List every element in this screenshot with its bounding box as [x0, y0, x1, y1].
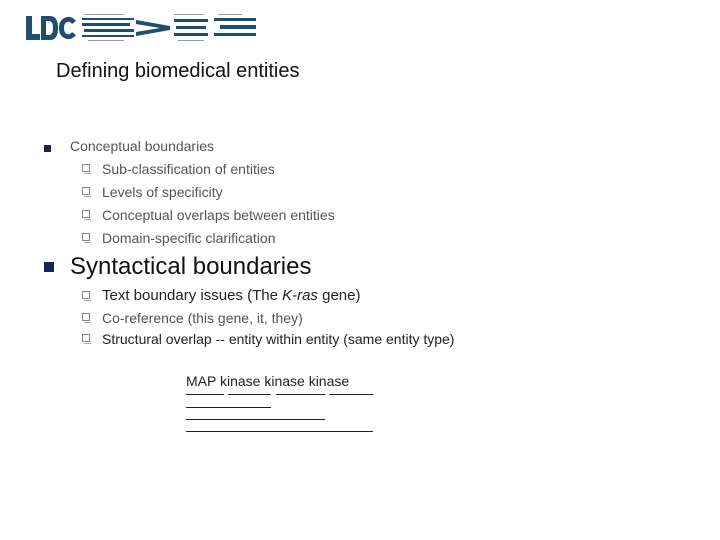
ldc-logo-icon	[24, 12, 260, 44]
checkbox-bullet-icon	[82, 334, 90, 342]
bullet-square-icon	[44, 145, 51, 152]
checkbox-bullet-icon	[82, 313, 90, 321]
entity-underline	[186, 431, 373, 432]
bullet-syntactical-boundaries: Syntactical boundaries	[70, 253, 312, 280]
subitem-text-boundary-prefix: Text boundary issues (The	[102, 287, 283, 304]
checkbox-bullet-icon	[82, 164, 90, 172]
slide-title: Defining biomedical entities	[56, 60, 300, 82]
example-text: MAP kinase kinase kinase	[186, 373, 350, 389]
subitem-structural-overlap: Structural overlap -- entity within entity (same entity type)	[102, 331, 455, 347]
subitem-levels-of-specificity: Levels of specificity	[102, 184, 223, 200]
checkbox-bullet-icon	[82, 210, 90, 218]
entity-underline	[186, 419, 325, 420]
entity-underline	[228, 394, 271, 395]
entity-underline	[276, 394, 325, 395]
entity-underline	[329, 394, 373, 395]
subitem-conceptual-overlaps: Conceptual overlaps between entities	[102, 207, 335, 223]
ldc-logo	[24, 12, 260, 44]
subitem-text-boundary-suffix: gene)	[317, 287, 361, 304]
checkbox-bullet-icon	[82, 187, 90, 195]
entity-underline	[186, 394, 224, 395]
checkbox-bullet-icon	[82, 233, 90, 241]
subitem-text-boundary-issues	[102, 287, 360, 304]
subitem-co-reference: Co-reference (this gene, it, they)	[102, 310, 303, 326]
entity-underline	[186, 407, 271, 408]
subitem-sub-classification: Sub-classification of entities	[102, 161, 275, 177]
bullet-conceptual-boundaries: Conceptual boundaries	[70, 138, 214, 154]
bullet-square-icon	[44, 262, 54, 272]
subitem-text-boundary-italic: K-ras	[282, 287, 318, 304]
checkbox-bullet-icon	[82, 291, 90, 299]
subitem-domain-specific: Domain-specific clarification	[102, 230, 276, 246]
